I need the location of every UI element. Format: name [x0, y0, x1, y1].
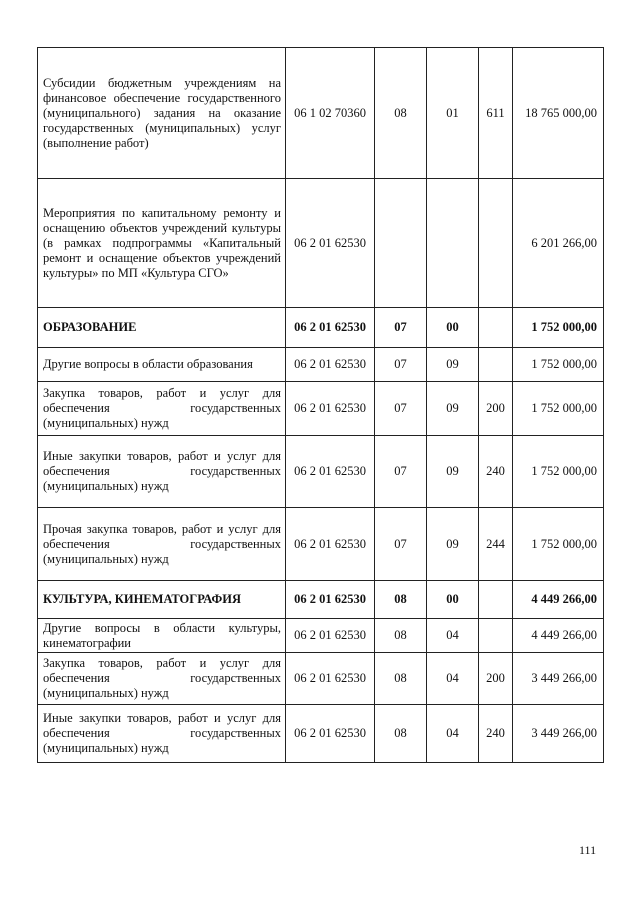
target-article-code: 06 2 01 62530 — [286, 705, 375, 763]
budget-table — [37, 47, 604, 763]
row-name: КУЛЬТУРА, КИНЕМАТОГРАФИЯ — [38, 581, 286, 619]
budget-table-body — [38, 48, 604, 763]
expense-type-code: 611 — [479, 48, 513, 179]
row-name: Иные закупки товаров, работ и услуг для обеспечения государственных (муниципальных) нужд — [38, 705, 286, 763]
target-article-code: 06 2 01 62530 — [286, 619, 375, 653]
amount: 3 449 266,00 — [513, 653, 604, 705]
section-code: 08 — [375, 619, 427, 653]
subsection-code: 09 — [427, 382, 479, 436]
subsection-code — [427, 179, 479, 308]
row-name: Другие вопросы в области культуры, кинематографии — [38, 619, 286, 653]
expense-type-code — [479, 179, 513, 308]
expense-type-code — [479, 619, 513, 653]
row-name: Субсидии бюджетным учреждениям на финансовое обеспечение государственного (муниципального) задания на оказание государственных (муниципальных) услуг (выполнение работ) — [38, 48, 286, 179]
target-article-code: 06 2 01 62530 — [286, 382, 375, 436]
table-row — [38, 348, 604, 382]
table-row — [38, 619, 604, 653]
expense-type-code — [479, 308, 513, 348]
section-code — [375, 179, 427, 308]
table-row — [38, 48, 604, 179]
expense-type-code: 240 — [479, 436, 513, 508]
expense-type-code: 200 — [479, 653, 513, 705]
table-row — [38, 581, 604, 619]
amount: 18 765 000,00 — [513, 48, 604, 179]
target-article-code: 06 2 01 62530 — [286, 508, 375, 581]
row-name: ОБРАЗОВАНИЕ — [38, 308, 286, 348]
amount: 4 449 266,00 — [513, 619, 604, 653]
target-article-code: 06 2 01 62530 — [286, 581, 375, 619]
row-name: Другие вопросы в области образования — [38, 348, 286, 382]
amount: 1 752 000,00 — [513, 348, 604, 382]
table-row — [38, 382, 604, 436]
table-row — [38, 179, 604, 308]
target-article-code: 06 1 02 70360 — [286, 48, 375, 179]
subsection-code: 04 — [427, 705, 479, 763]
section-code: 08 — [375, 48, 427, 179]
section-code: 08 — [375, 705, 427, 763]
section-code: 07 — [375, 308, 427, 348]
section-code: 08 — [375, 653, 427, 705]
target-article-code: 06 2 01 62530 — [286, 308, 375, 348]
amount: 1 752 000,00 — [513, 308, 604, 348]
row-name: Мероприятия по капитальному ремонту и оснащению объектов учреждений культуры (в рамках подпрограммы «Капитальный ремонт и оснащение объектов учреждений культуры» по МП «Культура СГО» — [38, 179, 286, 308]
subsection-code: 09 — [427, 436, 479, 508]
target-article-code: 06 2 01 62530 — [286, 436, 375, 508]
subsection-code: 00 — [427, 581, 479, 619]
amount: 6 201 266,00 — [513, 179, 604, 308]
table-row — [38, 308, 604, 348]
section-code: 07 — [375, 348, 427, 382]
expense-type-code: 240 — [479, 705, 513, 763]
expense-type-code: 244 — [479, 508, 513, 581]
amount: 1 752 000,00 — [513, 382, 604, 436]
subsection-code: 01 — [427, 48, 479, 179]
subsection-code: 04 — [427, 619, 479, 653]
table-row — [38, 508, 604, 581]
row-name: Иные закупки товаров, работ и услуг для обеспечения государственных (муниципальных) нужд — [38, 436, 286, 508]
amount: 3 449 266,00 — [513, 705, 604, 763]
expense-type-code — [479, 581, 513, 619]
subsection-code: 00 — [427, 308, 479, 348]
section-code: 07 — [375, 436, 427, 508]
amount: 1 752 000,00 — [513, 508, 604, 581]
amount: 4 449 266,00 — [513, 581, 604, 619]
expense-type-code: 200 — [479, 382, 513, 436]
subsection-code: 09 — [427, 348, 479, 382]
section-code: 08 — [375, 581, 427, 619]
row-name: Закупка товаров, работ и услуг для обеспечения государственных (муниципальных) нужд — [38, 653, 286, 705]
row-name: Прочая закупка товаров, работ и услуг для обеспечения государственных (муниципальных) нужд — [38, 508, 286, 581]
amount: 1 752 000,00 — [513, 436, 604, 508]
subsection-code: 04 — [427, 653, 479, 705]
section-code: 07 — [375, 508, 427, 581]
page-number: 111 — [579, 843, 597, 857]
subsection-code: 09 — [427, 508, 479, 581]
expense-type-code — [479, 348, 513, 382]
table-row — [38, 705, 604, 763]
target-article-code: 06 2 01 62530 — [286, 179, 375, 308]
target-article-code: 06 2 01 62530 — [286, 653, 375, 705]
section-code: 07 — [375, 382, 427, 436]
row-name: Закупка товаров, работ и услуг для обеспечения государственных (муниципальных) нужд — [38, 382, 286, 436]
table-row — [38, 436, 604, 508]
table-row — [38, 653, 604, 705]
target-article-code: 06 2 01 62530 — [286, 348, 375, 382]
